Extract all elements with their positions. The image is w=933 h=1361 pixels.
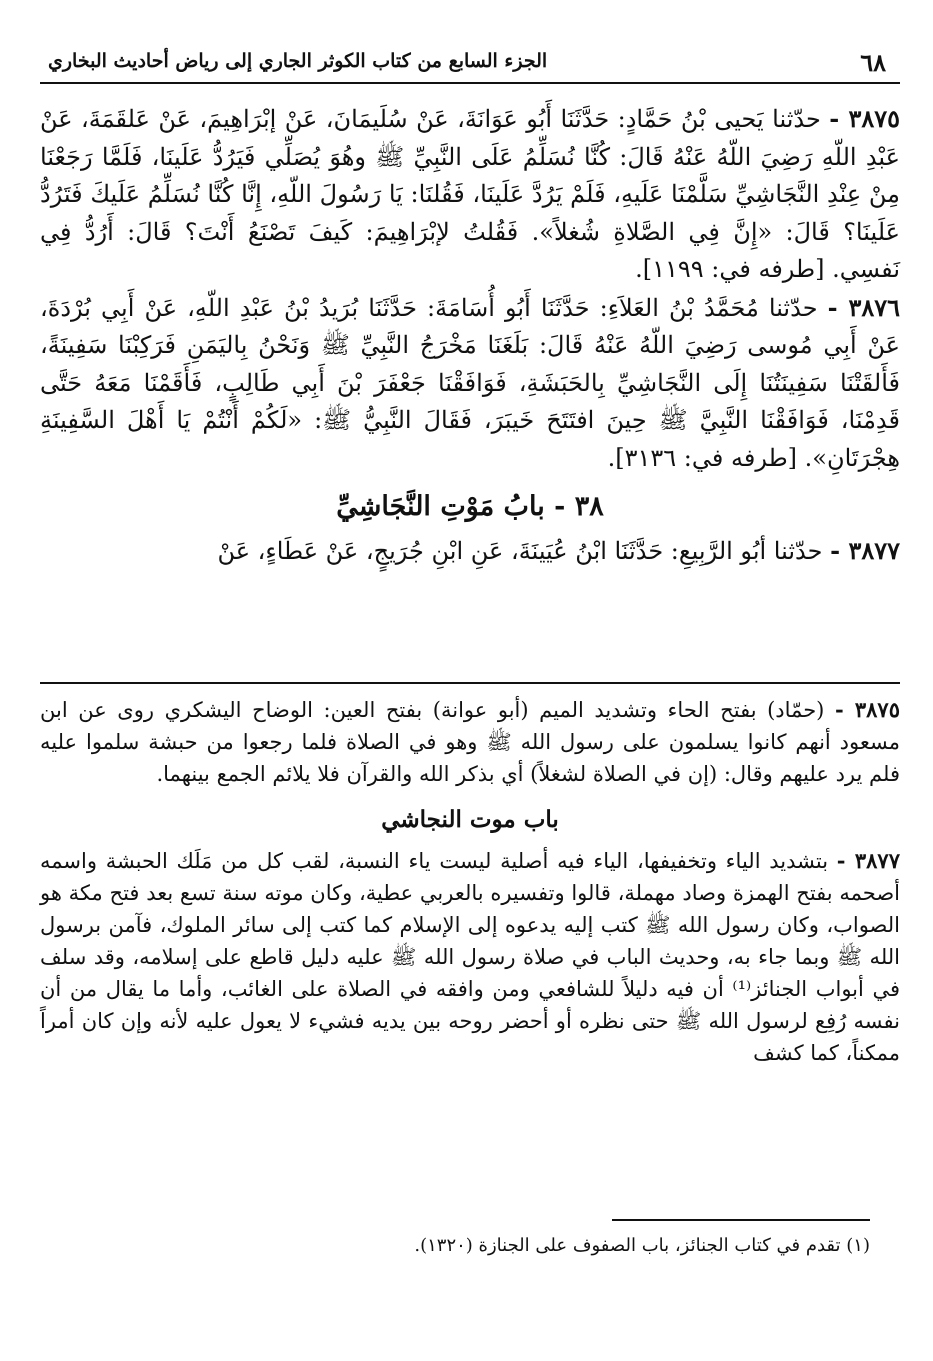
hadith-3876	[40, 289, 900, 478]
section-divider	[40, 682, 900, 684]
hadith-text: حدّثنا أبُو الرَّبِيعِ: حَدَّثَنَا ابْنُ عُيَينَةَ، عَنِ ابْنِ جُرَيجٍ، عَنْ عَطَاءٍ، عَنْ	[217, 537, 823, 565]
commentary-paragraph	[40, 845, 900, 1069]
chapter-heading: ٣٨ - بابُ مَوْتِ النَّجَاشِيِّ	[336, 491, 604, 522]
book-page	[40, 30, 900, 1350]
header-rule	[40, 82, 900, 84]
hadith-number: ٣٨٧٥ -	[829, 104, 900, 133]
page-header	[40, 38, 900, 78]
hadith-3877	[40, 532, 900, 571]
commentary-heading: باب موت النجاشي	[381, 806, 559, 833]
commentary-number: ٣٨٧٥ -	[834, 697, 900, 722]
commentary-number: ٣٨٧٧ -	[836, 848, 900, 873]
page-number: ٦٨	[860, 48, 886, 77]
commentary-text: (حمّاد) بفتح الحاء وتشديد الميم (أبو عوانة) بفتح العين: الوضاح اليشكري روى عن ابن مسعود أنهم كانوا يسلمون على رسول الله ﷺ وهو في الصلاة فلما رجعوا من حبشة سلموا عليه فلم يرد عليهم وقال: (إن في الصلاة لشغلاً) أي بذكر الله والقرآن فلا يلائم الجمع بينهما.	[40, 698, 900, 786]
commentary-paragraph	[40, 694, 900, 790]
hadith-section	[40, 100, 900, 571]
hadith-number: ٣٨٧٧ -	[830, 536, 900, 565]
running-title: الجزء السابع من كتاب الكوثر الجاري إلى رياض أحاديث البخاري	[48, 50, 548, 72]
footnote: (١) تقدم في كتاب الجنائز، باب الصفوف على الجنازة (١٣٢٠).	[414, 1235, 870, 1256]
hadith-text: حدّثنا يَحيى بْنُ حَمَّادٍ: حَدَّثَنَا أَبُو عَوَانَةَ، عَنْ سُلَيمَانَ، عَنْ إبْرَاهِيمَ، عَنْ عَلقَمَةَ، عَنْ عَبْدِ اللّهِ رَضِيَ اللّهُ عَنْهُ قَالَ: كُنَّا نُسَلِّمُ عَلَى النَّبِيِّ ﷺ وهُوَ يُصَلِّي فَيَرُدُّ عَلَينَا، فَلَمَّا رَجَعْنَا مِنْ عِنْدِ النَّجَاشِيِّ سَلَّمْنَا عَلَيهِ، فَلَمْ يَرُدَّ عَلَينَا، فَقُلنَا: يَا رَسُولَ اللّهِ، إِنَّا كُنَّا نُسَلِّمُ عَلَيكَ فَتَرُدُّ عَلَينَا؟ قَالَ: «إِنَّ فِي الصَّلاةِ شُغلاً». فَقُلتُ لإبْرَاهِيمَ: كَيفَ تَصْنَعُ أَنْتَ؟ قَالَ: أَرُدُّ فِي نَفسِي. [طرفه في: ١١٩٩].	[40, 105, 900, 283]
commentary-text: بتشديد الياء وتخفيفها، الياء فيه أصلية ليست ياء النسبة، لقب كل من مَلَك الحبشة واسمه أصحمه بفتح الهمزة وصاد مهملة، قالوا وتفسيره بالعربي عطية، وكان موته سنة تسع بعد فتح مكة هو الصواب، وكان رسول الله ﷺ كتب إليه يدعوه إلى الإسلام كما كتب إلى سائر الملوك، فآمن برسول الله ﷺ وبما جاء به، وحديث الباب في صلاة رسول الله ﷺ عليه دليل قاطع على إسلامه، وقد سلف في أبواب الجنائز⁽¹⁾ أن فيه دليلاً للشافعي ومن وافقه في الصلاة على الغائب، وأما ما يقال من أن نفسه رُفِع لرسول الله ﷺ حتى نظره أو أحضر روحه بين يديه فشيء لا يعول عليه لأنه وإن كان أمراً ممكناً، كما كشف	[40, 849, 900, 1065]
hadith-text: حدّثنا مُحَمَّدُ بْنُ العَلاَءِ: حَدَّثَنَا أَبُو أُسَامَةَ: حَدَّثَنَا بُرَيدُ بْنُ عَبْدِ اللّهِ، عَنْ أَبِي بُرْدَةَ، عَنْ أَبِي مُوسى رَضِيَ اللّهُ عَنْهُ قَالَ: بَلَغَنَا مَخْرَجُ النَّبِيِّ ﷺ وَنَحْنُ بِاليَمَنِ فَرَكِبْنَا سَفِينَةً، فَأَلقَتْنَا سَفِينَتُنَا إِلَى النَّجَاشِيِّ بِالحَبَشَةِ، فَوَافَقْنَا جَعْفَرَ بْنَ أَبِي طَالِبٍ، فَأَقَمْنَا مَعَهُ حَتَّى قَدِمْنَا، فَوَافَقْنَا النَّبِيَّ ﷺ حِينَ افتَتَحَ خَيبَرَ، فَقَالَ النَّبِيُّ ﷺ: «لَكُمْ أَنْتُمْ يَا أَهْلَ السَّفِينَةِ هِجْرَتَانِ». [طرفه في: ٣١٣٦].	[40, 293, 900, 472]
hadith-number: ٣٨٧٦ -	[827, 292, 900, 322]
commentary-section	[40, 694, 900, 1069]
hadith-3875	[40, 100, 900, 289]
footnote-rule	[612, 1219, 870, 1221]
